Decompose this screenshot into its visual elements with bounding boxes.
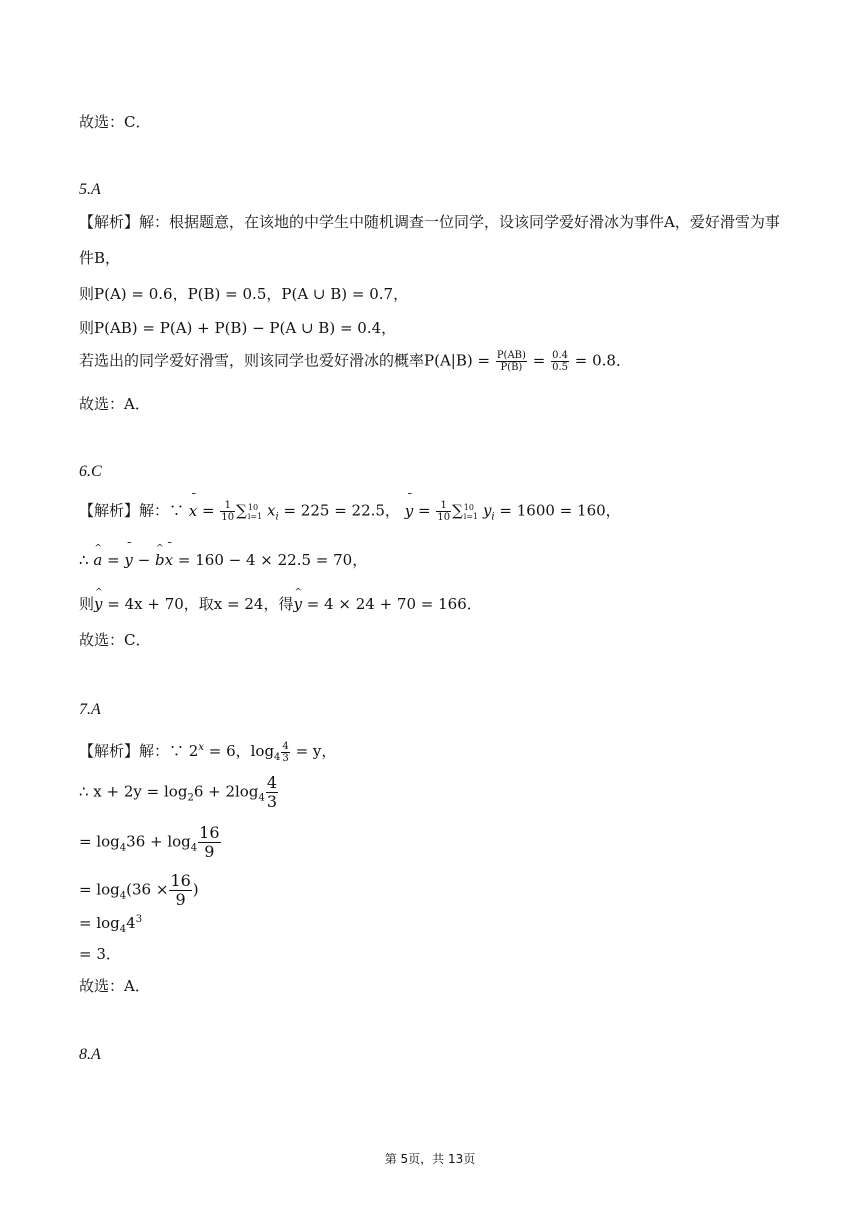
subscript-i: i — [275, 511, 279, 523]
minus: − — [137, 551, 151, 569]
q5-fraction-pab-pb — [496, 350, 527, 373]
q7-prefix: 【解析】解：∵ 2 — [79, 742, 199, 760]
q5-heading: 5.A — [79, 181, 101, 198]
b-hat: ^ b — [155, 550, 165, 570]
frac-top: 0.4 — [552, 350, 568, 361]
q5-analysis-line5: 若选出的同学爱好滑雪，则该同学也爱好滑冰的概率P(A|B) = $\frac{P(AB)}{P(B)}$ = $\frac{0.4}{0.5}$ = 0.8． — [79, 350, 631, 373]
log-base: 4 — [119, 842, 127, 854]
y-hat: ^ y — [94, 594, 102, 614]
q7-analysis-line4 — [79, 872, 199, 909]
frac-top: 1 — [220, 500, 235, 512]
equals-y: = y， — [295, 742, 337, 760]
x-bar: ¯ x — [189, 501, 197, 521]
frac-bottom: 10 — [221, 512, 235, 523]
sum-lower: i=1 — [247, 511, 263, 521]
sum-upper: 10 — [247, 502, 259, 512]
q7-answer: 故选：A． — [79, 977, 150, 995]
four-thirds-fraction — [266, 774, 278, 811]
frac-top: 4 — [282, 740, 289, 752]
frac-top: 16 — [170, 871, 191, 890]
q5-analysis-line4: 则P(AB) = P(A) + P(B) − P(A ∪ B) = 0.4， — [79, 319, 397, 337]
log-text: = log — [79, 832, 120, 851]
superscript-x: x — [198, 742, 204, 753]
sixteen-ninths-fraction — [169, 872, 191, 909]
y-bar: ¯ y — [405, 501, 413, 521]
q5-result: = 0.8． — [574, 351, 631, 370]
log-text: 6 + 2log — [193, 782, 259, 801]
q6-analysis-line2 — [79, 550, 367, 570]
frac-bottom: 10 — [437, 512, 451, 523]
close-paren: ) — [192, 880, 199, 899]
a-hat: ^ a — [93, 550, 102, 570]
frac-bottom: 0.5 — [552, 362, 568, 373]
y-mean-value: = 1600 = 160， — [499, 501, 621, 520]
q7-analysis-line5 — [79, 910, 142, 940]
frac-top: P(AB) — [496, 350, 526, 361]
prediction-result: = 4 × 24 + 70 = 166． — [306, 595, 482, 613]
q5-analysis-line1: 【解析】解：根据题意，在该地的中学生中随机调查一位同学，设该同学爱好滑冰为事件A，爱好滑雪为事 — [79, 213, 780, 231]
q5-prob-text: 若选出的同学爱好滑雪，则该同学也爱好滑冰的概率P(A|B) = — [79, 351, 491, 370]
a-hat-value: = 160 − 4 × 22.5 = 70， — [177, 551, 368, 569]
therefore-symbol: ∴ — [79, 551, 89, 569]
therefore-expression: ∴ x + 2y = log — [79, 782, 188, 801]
sum-limits — [464, 503, 478, 521]
q7-analysis-line1 — [79, 738, 336, 768]
q6-prefix: 【解析】解：∵ — [79, 501, 185, 520]
page-footer: 第 5页，共 13页 — [384, 1152, 476, 1166]
q8-heading: 8.A — [79, 1046, 101, 1063]
log-base: 4 — [190, 842, 198, 854]
q7-analysis-line6: = 3． — [79, 945, 121, 963]
q5-analysis-line3: 则P(A) = 0.6，P(B) = 0.5，P(A ∪ B) = 0.7， — [79, 285, 409, 303]
x-bar: ¯ x — [165, 550, 173, 570]
q5-fraction-values — [551, 350, 569, 373]
equals: = — [202, 501, 215, 520]
y-hat: ^ y — [293, 594, 301, 614]
log-text: = log — [79, 880, 120, 899]
power-base: 4 — [126, 914, 136, 932]
q6-heading: 6.C — [79, 463, 102, 480]
y-bar: ¯ y — [124, 550, 132, 570]
q6-analysis-line1 — [79, 500, 621, 528]
log-base: 2 — [187, 792, 194, 804]
one-tenth-fraction — [436, 500, 451, 523]
sum-limits — [248, 503, 262, 521]
one-tenth-fraction — [220, 500, 235, 523]
frac-top: 1 — [436, 500, 451, 512]
x-mean-value: = 225 = 22.5， — [283, 501, 400, 520]
q7-analysis-line3 — [79, 824, 222, 861]
power-exponent: 3 — [135, 914, 143, 925]
four-thirds-fraction — [281, 741, 289, 764]
log-base: 4 — [119, 890, 127, 902]
x-i: x — [267, 501, 276, 520]
q7-heading: 7.A — [79, 701, 101, 718]
frac-bottom: 9 — [175, 890, 186, 909]
q5-answer: 故选：A． — [79, 395, 150, 413]
then-text: 则 — [79, 595, 95, 613]
frac-bottom: 3 — [266, 792, 277, 811]
product-text: (36 × — [126, 880, 169, 899]
log-base: 4 — [258, 792, 265, 804]
regression-equation: = 4x + 70，取x = 24，得 — [107, 595, 294, 613]
q6-analysis-line3 — [79, 594, 482, 614]
y-i: y — [482, 501, 492, 520]
frac-top: 16 — [199, 823, 220, 842]
answer-line-c: 故选：C． — [79, 113, 151, 131]
q6-answer: 故选：C． — [79, 631, 151, 649]
log-text: = 6，log — [208, 742, 275, 760]
frac-bottom: P(B) — [500, 362, 523, 373]
sum-symbol: ∑ — [236, 501, 247, 520]
sum-lower: i=1 — [463, 511, 479, 521]
sum-symbol: ∑ — [452, 501, 463, 520]
sixteen-ninths-fraction — [198, 824, 220, 861]
frac-top: 4 — [266, 773, 277, 792]
equals: = — [417, 501, 431, 520]
log-text: = log — [79, 914, 120, 932]
subscript-i: i — [491, 511, 495, 523]
equals: = — [107, 551, 120, 569]
log-base: 4 — [119, 924, 127, 935]
frac-bottom: 3 — [282, 752, 289, 764]
log-base: 4 — [274, 752, 281, 763]
frac-bottom: 9 — [204, 842, 215, 861]
q7-analysis-line2 — [79, 774, 279, 811]
log-text: 36 + log — [126, 832, 191, 851]
sum-upper: 10 — [463, 502, 474, 512]
q5-analysis-line2: 件B， — [79, 249, 121, 267]
